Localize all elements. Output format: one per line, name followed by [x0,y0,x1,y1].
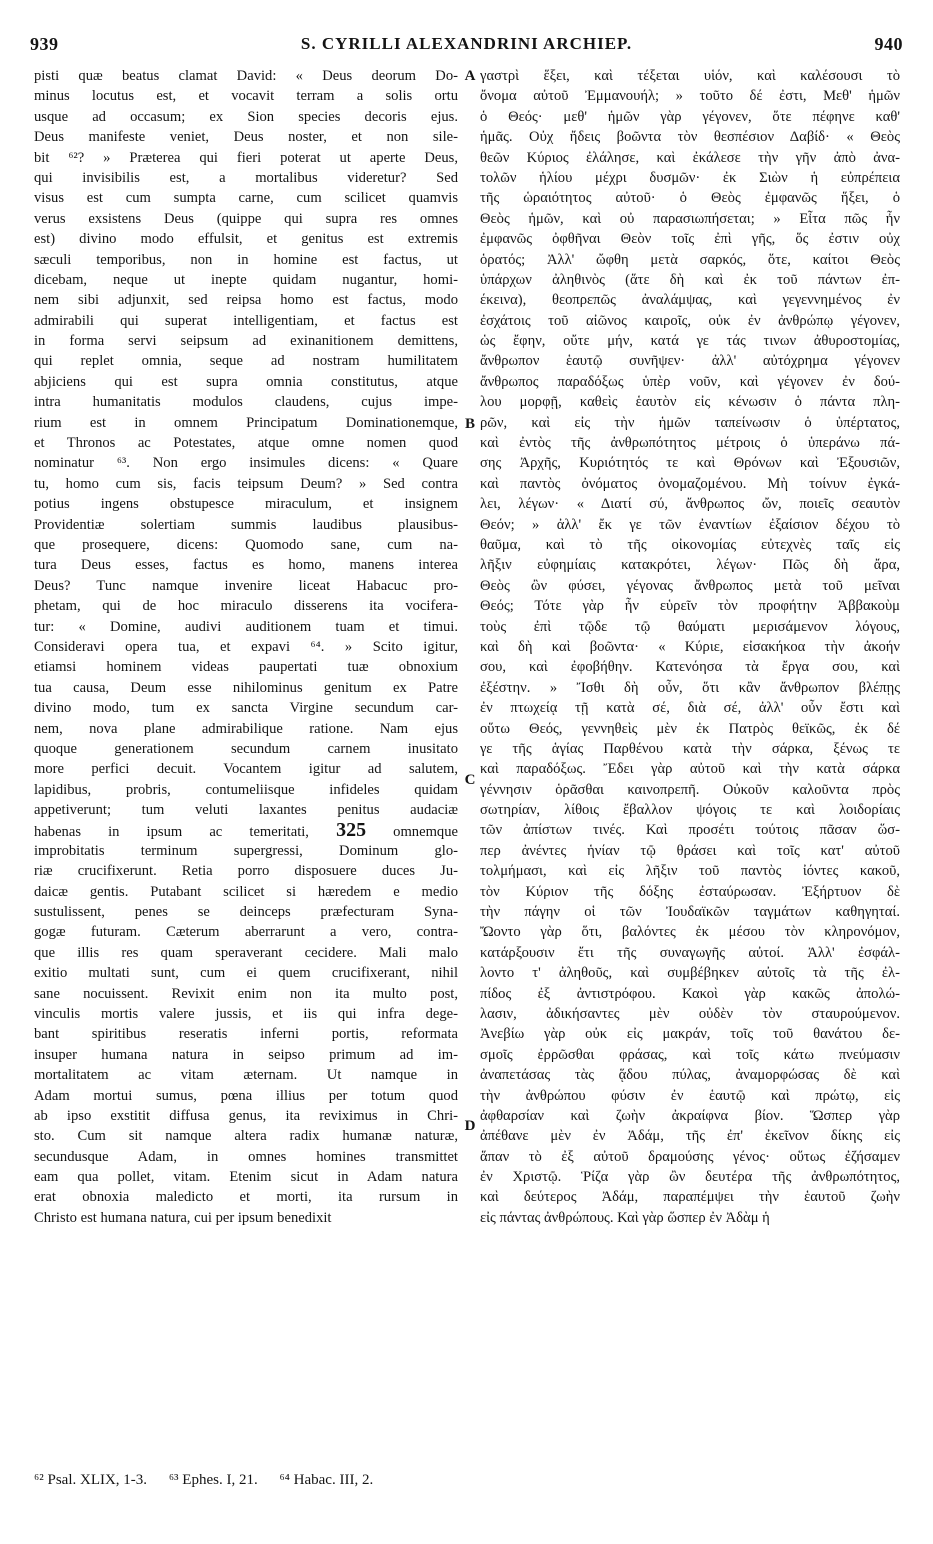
text-line [34,311,458,331]
text-line-content: θαῦμα, καὶ τὸ τῆς οἰκονομίας εὐτεχνὲς ταῖς εἰς [480,536,900,553]
text-line [34,984,458,1004]
text-line-content: exitio multati sunt, cum ei quem crucifixerant, nihil [34,965,458,982]
text-line [34,637,458,657]
text-line-content: ρῶν, καὶ εἰς τὴν ἡμῶν ταπείνωσιν ὁ ὑπέρτατος, [480,414,900,431]
text-line [34,250,458,270]
text-line-content: ἅπαν τὸ ἐξ αὐτοῦ δραμούσης γένος· οὕτως ἐζήσαμεν [480,1148,900,1165]
text-line [34,107,458,127]
text-line-content: ὡς ἔφην, οὔτε μήν, κατά γε τάς τινων ἀθυροστομίας, [480,333,900,350]
text-line [34,555,458,575]
text-line [480,617,900,637]
text-line [480,107,900,127]
text-line-content: καὶ παντὸς ὀνόματος ὀνομαζομένου. Μὴ τοίνυν ἐγκά- [480,475,900,492]
text-line-content: τολῶν ἡλίου μέχρι δυσμῶν· ἐκ Σιὼν ἡ εὐπρέπεια [480,169,900,186]
text-line [480,800,900,820]
text-line-content: sane nocuissent. Revixit enim non ita multo post, [34,985,458,1002]
text-line [480,719,900,739]
text-line-content: admirabili qui superat intelligentiam, et factus est [34,312,458,329]
text-line-content: ab ipso exstitit diffusa genus, ita reviximus in Chri- [34,1107,458,1124]
text-line-content: τοὺς ἐπὶ τῷδε τῷ θαύματι μερισάμενον λόγους, [480,618,900,635]
text-line [480,188,900,208]
text-line-content: σης Ἀρχῆς, Κυριότητός τε καὶ Θρόνων καὶ Ἐξουσιῶν, [480,455,900,472]
text-line [480,290,900,310]
text-line [480,922,900,942]
text-line-content: Θεὸς ὢν φύσει, γέγονας ἄνθρωπος μετὰ τοῦ μεῖναι [480,577,900,594]
text-line-content: nem sibi adjunxit, sed reipsa homo est factus, modo [34,292,458,309]
footnote-62: ⁶² Psal. XLIX, 1-3. [34,1472,148,1488]
text-line-content: eam qua pollet, vitam. Etenim sicut in Adam natura [34,1169,458,1186]
text-line-content: Adam mortui sumus, pœna illius per totum quod [34,1087,458,1104]
text-line-content: in forma servi seipsum ad exinanitionem demittens, [34,333,458,350]
text-line [34,148,458,168]
text-line-content: insuper humana natura in seipso primum ad im- [34,1046,458,1063]
text-line [34,474,458,494]
text-line-content: abjiciens qui est supra omnia constitutus, atque [34,373,458,390]
text-line-content: σου, καὶ ἐφοβήθην. Κατενόησα τὰ ἔργα σου, καὶ [480,659,900,676]
text-line-content: sæculi temporibus, non in homine est factus, ut [34,251,458,268]
text-line-content: Deus manifeste veniet, Deus noster, et non sile- [34,129,458,146]
text-line [34,576,458,596]
text-line [34,1045,458,1065]
text-line [34,127,458,147]
text-line-content: ἐν Χριστῷ. Ῥίζα γὰρ ὢν δευτέρα τῆς ἀνθρωπότητος, [480,1169,900,1186]
text-line-content: vinculis mortis valere jussis, et iis qui infra dege- [34,1005,458,1022]
text-line [480,1147,900,1167]
text-line [480,1004,900,1024]
text-line-content: καὶ ἐντὸς τῆς ἀνθρωπότητος μέτροις ὁ ὑπεράνω πά- [480,435,900,452]
text-line [480,86,900,106]
text-line [480,984,900,1004]
text-line [34,922,458,942]
text-line-content: περ ἀνέντες ἡνίαν τῷ θράσει καὶ τοῖς κατ' αὐτοῦ [480,842,900,859]
text-line-content: τὸν Κύριον τῆς δόξης ἐσταύρωσαν. Ἐξήρτυον δὲ [480,883,900,900]
inline-after-number: omnemque [366,824,458,841]
text-line [34,1147,458,1167]
text-line-content: λασιν, ἀδικήσαντες μὲν οὐδὲν τὸν σταυρούμενον. [480,1005,900,1022]
text-line-content: erat obnoxia maledicto et morti, ita rursum in [34,1189,458,1206]
text-line-content: ἄνθρωπος παραδόξως ὑπὲρ νοῦν, καὶ γέγονεν ἐν δού- [480,373,900,390]
text-line-content: dicebam, neque ut inepte quidam nugantur, homi- [34,271,458,288]
text-line-content: gogæ futuram. Cæterum aberrarunt a vero, contra- [34,924,458,941]
text-line [34,617,458,637]
text-line-content: etiamsi hominem videas paupertati tuæ obnoxium [34,659,458,676]
text-line [34,678,458,698]
text-line [34,739,458,759]
text-line [480,1086,900,1106]
text-line-content: potius ingens obstupesce miraculum, et insignem [34,496,458,513]
text-line [480,902,900,922]
text-line [480,250,900,270]
margin-marker-b: B [464,416,475,432]
text-line [34,453,458,473]
text-line-content: Ὤοντο γὰρ ὅτι, βαλόντες ἐκ μέσου τὸν κληρονόμον, [480,924,900,941]
text-line [34,535,458,555]
text-line [34,1086,458,1106]
text-line-content: appetiverunt; tum veluti laxantes penitus audaciæ [34,802,458,819]
text-line-content: more perfici decuit. Vocantem igitur ad salutem, [34,761,458,778]
text-line [34,494,458,514]
text-line [34,270,458,290]
text-line [34,168,458,188]
text-line [480,555,900,575]
text-line-content: γε τῆς ἁγίας Παρθένου κατὰ τὴν σάρκα, ξένως τε [480,740,900,757]
text-line [34,351,458,371]
text-line [480,698,900,718]
text-line-content: λου μορφῇ, καθεὶς ἑαυτὸν εἰς κένωσιν ὁ πάντα πλη- [480,394,900,411]
text-line-content: λοντο τ' ἀληθοῦς, καὶ συμβέβηκεν αὐτοῖς τὰ τῆς ἐλ- [480,965,900,982]
text-line [480,841,900,861]
text-line-content: λῆξιν εὐφημίαις κατακρότει, λέγων· Πῶς δὴ ἄρα, [480,557,900,574]
text-line-content: verus exsistens Deus (quippe qui supra res omnes [34,210,458,227]
text-line [34,841,458,861]
text-line-content: nem, nova plane admirabilique ratione. Nam ejus [34,720,458,737]
text-line-content: τῶν ἀπίστων τινές. Καὶ προσέτι τούτοις πᾶσαν ὥσ- [480,822,900,839]
text-line [34,372,458,392]
text-line [34,66,458,86]
text-line [480,433,900,453]
text-line [480,270,900,290]
text-line-content: daicæ gentis. Putabant scilicet si hæredem e medio [34,883,458,900]
greek-column [480,66,900,1228]
text-line [34,759,458,779]
text-line-content: rium est in omnem Principatum Dominationemque, [34,414,458,431]
text-line [34,1126,458,1146]
text-line [34,780,458,800]
page-header [30,34,903,60]
running-title: S. CYRILLI ALEXANDRINI ARCHIEP. [300,34,633,53]
footnotes [34,1472,391,1489]
text-line [34,719,458,739]
text-line [34,596,458,616]
text-line [34,902,458,922]
text-line [34,820,458,840]
text-line-content: καὶ δεύτερος Ἀδάμ, παραπέμψει τὴν ἑαυτοῦ ζωὴν [480,1189,900,1206]
text-line [34,882,458,902]
text-line-content: ἐν πτωχείᾳ τῇ κατὰ σέ, διὰ σέ, ἀλλ' οὖν ἔστι καὶ [480,700,900,717]
text-line [480,1045,900,1065]
text-line-content: Θεός; Τότε γὰρ ἦν εὑρεῖν τὸν προφήτην Ἀββακοὺμ [480,598,900,615]
text-line [480,127,900,147]
text-line [34,515,458,535]
text-line [480,1167,900,1187]
text-line [480,1187,900,1207]
text-line [480,678,900,698]
text-line-content: θεῶν Κύριος ἐλάλησε, καὶ ἐκάλεσε τὴν γῆν ἀπὸ ἀνα- [480,149,900,166]
text-line-content: quoque generationem secundum carnem inusitato [34,740,458,757]
text-line [480,861,900,881]
text-line [480,148,900,168]
text-line-content: τολμήμασι, καὶ εἰς λῆξιν τοῦ παντὸς ἰόντες κακοῦ, [480,863,900,880]
text-line [480,209,900,229]
text-line-content: divino modo, tum ex sancta Virgine secundum car- [34,700,458,717]
text-line [34,861,458,881]
text-line-content: minus locutus est, et vocavit terram a solis ortu [34,88,458,105]
text-line [34,290,458,310]
text-line-content: tu, homo cum sis, facis teipsum Deum? » Sed contra [34,475,458,492]
text-line [34,657,458,677]
text-line [480,882,900,902]
text-line-content: ὁρατός; Ἀλλ' ὤφθη μετὰ σαρκός, ὅτε, καίτοι Θεὸς [480,251,900,268]
text-line [480,474,900,494]
text-line [480,515,900,535]
text-line [480,1065,900,1085]
text-line-content: καὶ παραδόξως. Ἔδει γὰρ αὐτοῦ καὶ τὴν κατὰ σάρκα [480,761,900,778]
text-line-content: ὄνομα αὐτοῦ Ἐμμανουήλ; » τοῦτο δέ ἐστι, Μεθ' ἡμῶν [480,88,900,105]
text-line-content: Θεόν; » ἀλλ' ἔκ γε τῶν ἐναντίων ἐξαίσιον δέχου τὸ [480,516,900,533]
text-line [480,311,900,331]
text-line-content: ἡμᾶς. Οὐχ ἤδεις βοῶντα τὸν θεσπέσιον Δαβίδ· « Θεὸς [480,129,900,146]
text-line [480,820,900,840]
text-line-content: καὶ δὴ καὶ βοῶντα· « Κύριε, εἰσακήκοα τὴν ἀκοήν [480,638,900,655]
text-line-content: bit ⁶²? » Præterea qui fieri poterat ut aperte Deus, [34,149,458,166]
text-line-content: mortalitatem ac vitam æternam. Ut namque in [34,1067,458,1084]
text-line-content: Providentiæ solertiam summis laudibus plausibus- [34,516,458,533]
text-line [480,331,900,351]
text-line-content: εἰς πάντας ἀνθρώπους. Καὶ γὰρ ὥσπερ ἐν Ἀδὰμ ἡ [480,1209,770,1226]
text-line [34,209,458,229]
text-line-content: intra humanitatis modulos claudens, cujus impe- [34,394,458,411]
text-line [480,535,900,555]
text-line [34,1106,458,1126]
text-line [34,188,458,208]
text-line [480,657,900,677]
text-line [34,229,458,249]
text-line [34,1167,458,1187]
text-line [34,331,458,351]
text-line [34,963,458,983]
text-line-content: ἐμφανῶς ὀφθῆναι Θεὸν τοῖς ἐπὶ γῆς, ὅς ἐστιν οὐχ [480,231,900,248]
text-line [480,229,900,249]
page-number-left: 939 [30,34,59,54]
text-line-content: qui replet omnia, seque ad nostram humilitatem [34,353,458,370]
text-line [480,1106,900,1126]
text-line-content: σμοῖς ἐρρῶσθαι φράσας, καὶ τοῖς κάτω πνεύμασιν [480,1046,900,1063]
text-line [480,168,900,188]
text-line-content: γαστρὶ ἕξει, καὶ τέξεται υἱόν, καὶ καλέσουσι τὸ [480,68,900,84]
text-line-content: qui invisibilis est, a mortalibus videretur? Sed [34,169,458,186]
text-line [34,413,458,433]
text-line-content: ὑπάρχων ἀληθινὸς (ἅτε δὴ καὶ ἐκ τοῦ πάντων ἐπ- [480,271,900,288]
text-line-content: bant spiritibus reseratis inferni portis, reformata [34,1026,458,1043]
text-line-content: Consideravi opera tua, et expavi ⁶⁴. » Scito igitur, [34,638,458,655]
text-line-content: Ἀνεβίω γὰρ οὐκ εἰς μακράν, τοῖς τοῦ θανάτου δε- [480,1026,900,1043]
text-line [480,759,900,779]
text-line-content: visus est cum sumpta carne, cum scilicet quamvis [34,190,458,207]
text-line-content: sto. Cum sit namque altera radix humanæ naturæ, [34,1128,458,1145]
latin-column [34,66,458,1228]
text-line-content: sustulissent, penes se deinceps præfecturam Syna- [34,904,458,921]
text-line-content: ἀπέθανε μὲν ἐν Ἀδάμ, τῆς ἐπ' ἐκεῖνον δίκης εἰς [480,1128,900,1145]
text-line-content: πίδος ἐξ ἀντιστρόφου. Κακοὶ γὰρ κακῶς ἀπολώ- [480,985,900,1002]
text-line-content: tura Deus esses, factus es homo, manens interea [34,557,458,574]
text-line [480,943,900,963]
text-line [480,392,900,412]
text-line [480,780,900,800]
text-line-content: que illis res quam speraverant cecidere. Mali malo [34,944,458,961]
text-line-content: ὁ Θεός· μεθ' ἡμῶν γὰρ γέγονεν, ὅτε πέφηνε καθ' [480,108,900,125]
text-line [34,433,458,453]
text-line-content: οὕτω Θεός, γεννηθεὶς μὲν ἐκ Πατρὸς θεϊκῶς, ἐκ δέ [480,720,900,737]
text-line [480,596,900,616]
text-line-content: lapidibus, probris, contumeliisque infideles quidam [34,781,458,798]
text-line [480,413,900,433]
text-line-content: pisti quæ beatus clamat David: « Deus deorum Do- [34,68,458,84]
text-line-content: riæ crucifixerunt. Retia porro disposuere duces Ju- [34,863,458,880]
text-line [34,86,458,106]
text-line [480,637,900,657]
text-line [480,739,900,759]
text-line [34,1004,458,1024]
text-line [480,963,900,983]
text-line-content: et Thronos ac Potestates, atque omne nomen quod [34,435,458,452]
text-line [480,372,900,392]
text-line-content: τὴν πάγην οἱ τῶν Ἰουδαϊκῶν ταγμάτων καθηγηταί. [480,904,900,921]
text-line [34,698,458,718]
text-line [480,576,900,596]
footnote-63: ⁶³ Ephes. I, 21. [168,1472,258,1488]
text-line-content: τῆς ὡραιότητος αὐτοῦ· ὁ Θεὸς ἐμφανῶς ἥξει, ὁ [480,190,900,207]
text-line-content: habenas in ipsum ac temeritati, [34,824,337,841]
text-line-content: est) divino modo effulsit, et genitus est extremis [34,231,458,248]
page-number-right: 940 [874,34,903,54]
text-line [480,494,900,514]
text-line-content: γέννησιν ὁρᾶσθαι καινοπρεπῆ. Οὐκοῦν καλοῦντα πρὸς [480,781,900,798]
text-line-content: tua causa, Deum esse nihilominus genitum ex Patre [34,679,458,696]
text-line-content: ἀναπετάσας τὰς ᾅδου πύλας, ἀναμορφώσας δὲ καὶ [480,1067,900,1084]
text-line-content: ἀφθαρσίαν καὶ ζωὴν ἀκραίφνα βίον. Ὥσπερ γὰρ [480,1107,900,1124]
text-line [480,351,900,371]
text-line [34,1187,458,1207]
text-line [34,943,458,963]
text-line-content: improbitatis terminum supergressi, Dominum glo- [34,842,458,859]
text-line-content: Θεὸς ἡμῶν, καὶ οὐ παρασιωπήσεται; » Εἶτα πῶς ἦν [480,210,900,227]
text-line-content: que prosequere, dicens: Quomodo sane, cum na- [34,536,458,553]
text-line-content: ἐξέστην. » Ἴσθι δὴ οὖν, ὅτι κἂν ἄνθρωπον βλέπῃς [480,679,900,696]
margin-markers [458,66,482,1486]
text-line [480,1024,900,1044]
text-line-content: λει, λέγων· « Διατί σύ, ἄνθρωπος ὤν, ποιεῖς σεαυτὸν [480,496,900,513]
text-line-content: σωτηρίαν, λίθοις ἔβαλλον ψόγοις τε καὶ λοιδορίαις [480,802,900,819]
margin-marker-a: A [464,68,476,84]
text-line-content: phetam, qui de hoc miraculo disserens ita vocifera- [34,598,458,615]
text-line-content: Deus? Tunc namque invenire liceat Habacuc pro- [34,577,458,594]
text-line [34,1065,458,1085]
text-line-content: nominatur ⁶³. Non ergo insimules dicens: « Quare [34,455,458,472]
text-line-content: Christo est humana natura, cui per ipsum benedixit [34,1209,332,1226]
text-line-content: tur: « Domine, audivi auditionem tuam et timui. [34,618,458,635]
text-line [480,66,900,86]
text-line-content: κατάρξουσιν ἔτι τῆς συναγωγῆς αὐτοί. Ἀλλ' ἐσφάλ- [480,944,900,961]
text-line-content: usque ad occasum; ex Sion species decoris ejus. [34,108,458,125]
text-line [34,1024,458,1044]
text-line [34,1208,458,1228]
text-line-content: τὴν ἀνθρώπου φύσιν ἐν ἑαυτῷ καὶ πρώτῳ, εἰς [480,1087,900,1104]
text-line-content: secundusque Adam, in omnes homines transmittet [34,1148,458,1165]
text-line [480,453,900,473]
text-line [34,392,458,412]
text-line-content: ἐσχάτοις τοῦ αἰῶνος καιροῖς, οὐκ ἐν ἀνθρώπῳ γέγονεν, [480,312,900,329]
text-line-content: έκεινα), θεοπρεπῶς ἀναλάμψας, καὶ γεγεννημένος ἐν [480,292,900,309]
text-line [480,1126,900,1146]
text-line-content: ἄνθρωπον ἑαυτῷ συνῆψεν· ἀλλ' αὐτόχρημα γέγονεν [480,353,900,370]
margin-marker-d: D [464,1118,476,1134]
footnote-64: ⁶⁴ Habac. III, 2. [279,1472,374,1488]
text-line [480,1208,900,1228]
inline-page-number: 325 [336,820,367,841]
text-line [34,800,458,820]
margin-marker-c: C [464,772,476,788]
